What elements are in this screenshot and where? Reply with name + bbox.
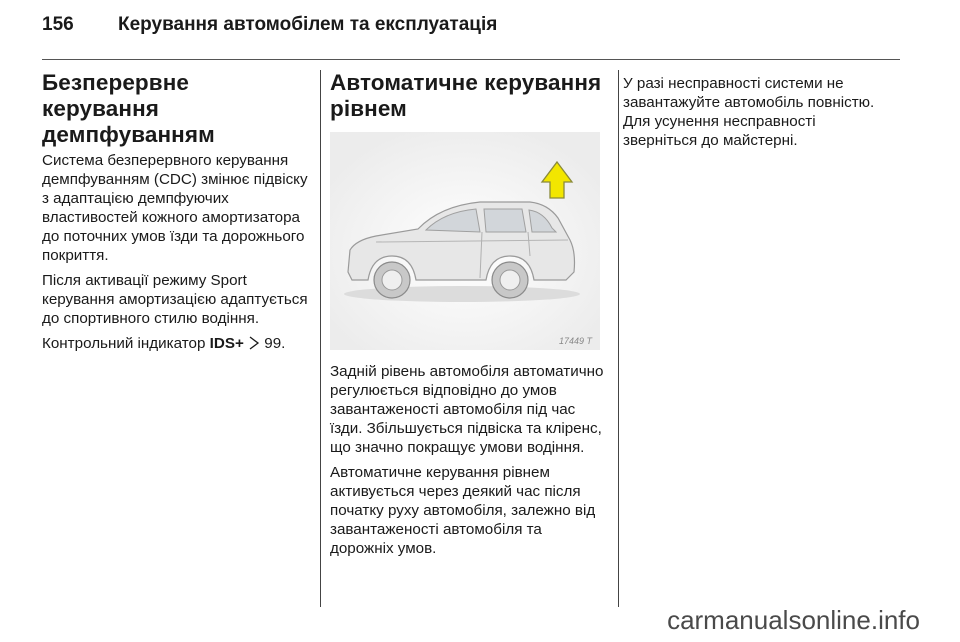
- column-divider-2: [618, 70, 619, 607]
- column-left: [42, 70, 310, 361]
- paragraph-indicator: [42, 334, 310, 355]
- car-illustration: [330, 132, 600, 350]
- indicator-ids-label: IDS+: [209, 335, 244, 352]
- column-right: [623, 70, 893, 156]
- header-rule: [42, 59, 900, 60]
- paragraph-activation: Автоматичне керування рівнем активується через деякий час після початку руху автомобіля, залежно від завантаженості автомобіля та дорожніх умов.: [330, 464, 596, 557]
- section-heading-level-control: Автоматичне керування рівнем: [330, 70, 602, 121]
- car-figure: [330, 132, 600, 350]
- column-middle: [330, 70, 608, 564]
- chapter-title: Керування автомобілем та експлуатація: [118, 14, 498, 35]
- column-divider-1: [320, 70, 321, 607]
- page-header: [42, 14, 497, 44]
- watermark: carmanualsonline.info: [667, 605, 920, 635]
- paragraph-cdc-description: Система безперервного керування демпфуванням (CDC) змінює підвіску з адаптацією демпфуючих властивостей кожного амортизатора до поточних умов їзди та дорожнього покриття.: [42, 152, 308, 264]
- paragraph-malfunction: У разі несправності системи не завантажуйте автомобіль повністю. Для усунення несправності зверніться до майстерні.: [623, 75, 875, 149]
- indicator-page-ref[interactable]: 99.: [260, 335, 286, 352]
- indicator-text: Контрольний індикатор: [42, 335, 210, 352]
- page-number: 156: [42, 14, 74, 35]
- paragraph-sport-mode: Після активації режиму Sport керування амортизацією адаптується до спортивного стилю водіння.: [42, 272, 308, 327]
- figure-code: 17449 T: [558, 336, 592, 346]
- paragraph-rear-level: Задній рівень автомобіля автоматично регулюється відповідно до умов завантаженості автомобіля під час їзди. Збільшується підвіска та кліренс, що значно покращує умови водіння.: [330, 363, 604, 456]
- section-heading-cdc: Безперервне керування демпфуванням: [42, 70, 215, 147]
- arrow-reference-icon: [248, 336, 260, 355]
